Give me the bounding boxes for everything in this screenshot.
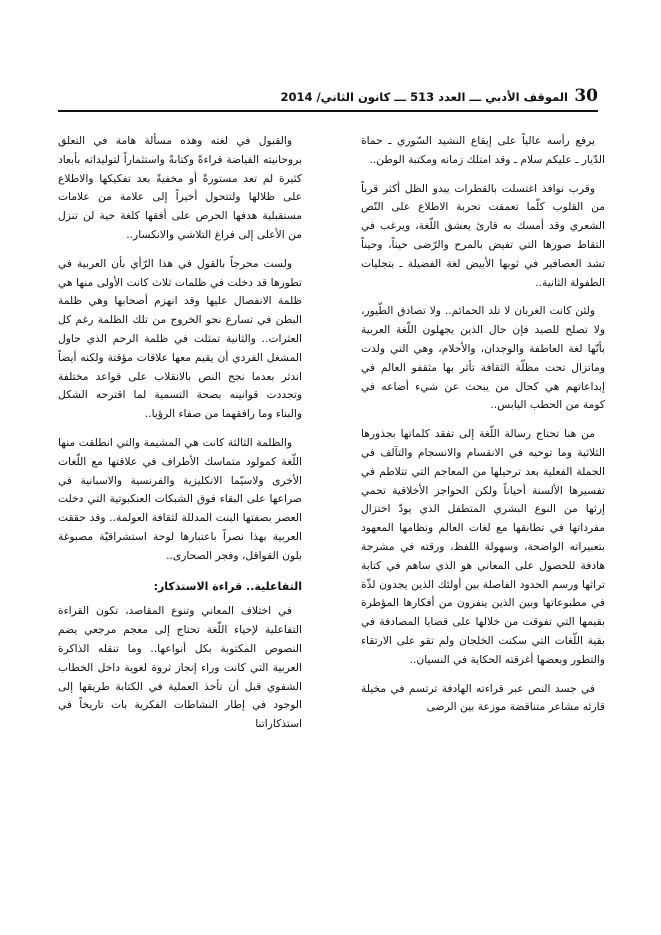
paragraph: ولست محرجاً بالقول في هذا الرّأي بأن العربية في تطورها قد دخلت في ظلمات ثلاث كانت الأولى منها هي ظلمة الانفصال عليها وقد انهزم أصحابها وهي ظلمة البطن في تسارع نحو الخروج من تلك الظلمة رغم كل العثرات.. والثانية تمثلت في ظلمة الرحم الذي حاول المشغل الفردي أن يقيم معها علاقات مؤقتة ولكنه أيضاً اندثر بعدما نجح النص بالانقلاب على قواعد مختلفة وتجددت قوانينه بصحة التسمية لما اقترحه الشكل والبناء وما رافقهما من صفاء الرؤيا.. bbox=[58, 256, 302, 421]
paragraph: يرفع رأسه عالياً على إيقاع النشيد السّوري ـ حماة الدّيار ـ عليكم سلام ـ وقد امتلك زمانه ومكتبة الوطن.. bbox=[361, 134, 605, 166]
section-subheading: التفاعلية.. قراءة الاستذكار: bbox=[153, 579, 302, 593]
paragraph: من هنا تحتاج رسالة اللّغة إلى تفقد كلماتها بجذورها الثلاثية وما توحيه في الانقسام والانسجام والتآلف في الجملة الفعلية بعد ترحيلها من المعاجم التي تتلاطم في تفسيرها الألسنة أحياناً ولكن الحواجز الأخلاقية تحمي إرثها من النوع البشري المتطفل الذي يودّ اختزال مفرداتها في تطابقها مع لغات العالم ونظامها المعهود بتعبيراته الواضحة، وسهولة اللفظ، ورقته في مشرحة هادفة للحصول على المعاني هو الذي ساهم في كتابة تراثها ورسم الحدود الفاصلة بين أولئك الذين يجدون لذّة في مطبوعاتها وبين الذين ينفرون من أفكارها المؤطرة بقيمها التي تفوقت من خلالها على قضايا المصادفة في بقية اللّغات التي سكنت الخلجان ولم تقو على الارتقاء والتطور وبعضها أغرقته الحكاية في النسيان.. bbox=[361, 427, 605, 666]
paragraph: في اختلاف المعاني وتنوع المقاصد، تكون القراءة التفاعلية لإحياء اللّغة تحتاج إلى معجم مرجعي يضم النصوص المكتوبة بكل أنواعها.. وما تنقله الذاكرة العربية التي كانت وراء إنجاز ثروة لغوية داخل الخطاب الشفوي قبل أن تأخذ العملية في الكتابة طريقها إلى الوجود في إطار النشاطات الفكرية بات تاريخاً في استذكاراتنا bbox=[58, 604, 302, 731]
page-header bbox=[58, 86, 598, 112]
paragraph: وقرب نوافذ اغتسلت بالقطرات يبدو الظل أكثر قرباً من القلوب كلّما تعمقت تجربة الاطلاع على النّص الشعري وقد أمسك به قارئ يعشق اللّغة، ويرغب في التقاط صورها التي تفيض بالمرح والرّضى حيناً، وحيناً تشد العصافير في ثوبها الأبيض لغة الفضيلة ـ بتجليات الطفولة الثانية.. bbox=[361, 181, 605, 289]
left-column bbox=[58, 132, 302, 892]
running-head: الموقف الأدبي ـــ العدد 513 ـــ كانون الثاني/ 2014 bbox=[280, 90, 568, 104]
paragraph: والظلمة الثالثة كانت هي المشيمة والتي انطلقت منها اللّغة كمولود متماسك الأطراف في علاقتها مع اللّغات الأخرى ولاسيّما الانكليزية والفرنسية والاسبانية في صراعها على البقاء فوق الشبكات العنكبوتية التي دخلت العصر بصفتها البنت المدللة لثقافة العولمة.. وقد حققت العربية بهذا نصراً باعتبارها لوحة استشراقيّة مصبوغة بلون القواقل، وفجر الصحارى.. bbox=[58, 435, 302, 562]
page-number: 30 bbox=[574, 86, 598, 106]
right-column bbox=[361, 132, 605, 892]
paragraph: ولئن كانت الغربان لا تلد الحمائم.. ولا تصادق الطّيور، ولا تصلح للصيد فإن حال الذين يجهلون اللّغة العربية بأنّها لغة العاطفة والوجدان، والأحلام، وهي التي ولدت وماتزال تحت مظلّة الثقافة تأثر بها مثقفو العالم في إبداعاتهم هي كحال من يبحث عن شيء أضاعه في كومة من الحطب اليابس.. bbox=[361, 304, 605, 412]
paragraph: والقبول في لغته وهذه مسألة هامة في التعلق بروحانيته الفياضة قراءةً وكتابةً واستثماراً لتوليداته بأبعاد كثيرة لم تعد مستورةً أو مخفيةً بعد تفكيكها والاطلاع على ظلالها ولتتحول أخيراً إلى علامة من علامات مستقبلية هدفها الحرص على أفقها كلغة حية لن تنزل من الأعلى إلى فراغ التلاشي والانكسار.. bbox=[58, 134, 302, 241]
header-rule bbox=[58, 110, 598, 112]
paragraph: في جسد النص عبر قراءته الهادفة ترتسم في مخيلة قارئه مشاعر متناقضة موزعة بين الرضى bbox=[361, 681, 605, 714]
